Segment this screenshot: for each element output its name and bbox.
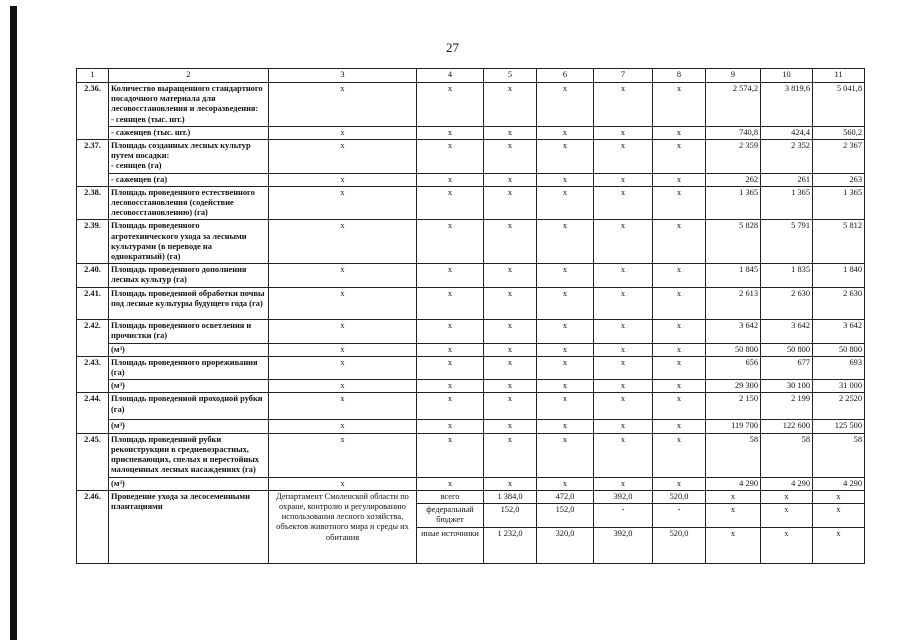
value-cell: 560,2: [813, 126, 865, 139]
value-cell: x: [537, 140, 594, 174]
table-subrow: [77, 173, 865, 186]
value-cell: x: [653, 433, 706, 477]
value-cell: 424,4: [761, 126, 813, 139]
value-cell: 2 359: [706, 140, 761, 174]
value-cell: x: [417, 173, 484, 186]
table-row: [77, 220, 865, 264]
value-cell: 4 290: [706, 477, 761, 490]
value-cell: 262: [706, 173, 761, 186]
table-row: [77, 140, 865, 174]
value-cell: x: [417, 380, 484, 393]
value-cell: 119 700: [706, 420, 761, 433]
row-description: Площадь созданных лесных культур путем посадки: - сеянцев (га): [109, 140, 269, 174]
value-cell: x: [537, 393, 594, 420]
program-table: [76, 68, 865, 564]
value-cell: 2 367: [813, 140, 865, 174]
value-cell: x: [594, 380, 653, 393]
value-cell: x: [417, 433, 484, 477]
value-cell: x: [484, 343, 537, 356]
value-cell: x: [537, 420, 594, 433]
value-cell: x: [653, 343, 706, 356]
header-cell: 3: [269, 69, 417, 83]
value-cell: -: [653, 504, 706, 528]
value-cell: 656: [706, 356, 761, 379]
value-cell: 2 630: [813, 287, 865, 319]
value-cell: x: [269, 393, 417, 420]
value-cell: x: [537, 126, 594, 139]
value-cell: x: [269, 83, 417, 127]
value-cell: 1 232,0: [484, 528, 537, 564]
value-cell: x: [594, 343, 653, 356]
table-row: [77, 433, 865, 477]
value-cell: x: [269, 477, 417, 490]
table-subrow: [77, 420, 865, 433]
value-cell: 3 642: [813, 319, 865, 343]
value-cell: x: [537, 220, 594, 264]
value-cell: 2 352: [761, 140, 813, 174]
table-subrow: [77, 126, 865, 139]
value-cell: x: [537, 433, 594, 477]
value-cell: x: [484, 186, 537, 220]
value-cell: x: [594, 220, 653, 264]
funding-source-label: всего: [417, 490, 484, 503]
value-cell: x: [594, 356, 653, 379]
value-cell: 1 365: [761, 186, 813, 220]
row-number: 2.38.: [77, 186, 109, 220]
row-number: 2.43.: [77, 356, 109, 393]
table-row: [77, 186, 865, 220]
value-cell: 30 100: [761, 380, 813, 393]
value-cell: x: [537, 343, 594, 356]
value-cell: 1 840: [813, 264, 865, 287]
value-cell: x: [706, 504, 761, 528]
value-cell: x: [484, 126, 537, 139]
value-cell: 263: [813, 173, 865, 186]
value-cell: x: [269, 140, 417, 174]
value-cell: x: [417, 393, 484, 420]
value-cell: x: [706, 490, 761, 503]
value-cell: 4 290: [761, 477, 813, 490]
value-cell: x: [269, 287, 417, 319]
value-cell: x: [594, 433, 653, 477]
value-cell: 58: [813, 433, 865, 477]
value-cell: x: [813, 528, 865, 564]
row-number: 2.46.: [77, 490, 109, 563]
value-cell: x: [484, 420, 537, 433]
row-description: Площадь проведенного прореживания (га): [109, 356, 269, 379]
value-cell: x: [594, 140, 653, 174]
value-cell: 261: [761, 173, 813, 186]
table-body: [77, 69, 865, 564]
value-cell: 50 800: [761, 343, 813, 356]
value-cell: x: [484, 319, 537, 343]
value-cell: x: [653, 319, 706, 343]
table-subrow: [77, 343, 865, 356]
header-cell: 11: [813, 69, 865, 83]
value-cell: x: [417, 126, 484, 139]
table-row: [77, 83, 865, 127]
value-cell: x: [594, 477, 653, 490]
value-cell: x: [484, 140, 537, 174]
value-cell: 58: [761, 433, 813, 477]
value-cell: 29 300: [706, 380, 761, 393]
value-cell: x: [653, 126, 706, 139]
value-cell: 472,0: [537, 490, 594, 503]
value-cell: x: [417, 319, 484, 343]
value-cell: 677: [761, 356, 813, 379]
row-number: 2.36.: [77, 83, 109, 140]
row-description: Количество выращенного стандартного посадочного материала для лесовосстановления и лесоразведения: - сеянцев (тыс. шт.): [109, 83, 269, 127]
header-row: [77, 69, 865, 83]
row-number: 2.40.: [77, 264, 109, 287]
value-cell: x: [484, 83, 537, 127]
value-cell: x: [417, 220, 484, 264]
header-cell: 10: [761, 69, 813, 83]
value-cell: 1 845: [706, 264, 761, 287]
value-cell: x: [537, 356, 594, 379]
value-cell: 2 199: [761, 393, 813, 420]
value-cell: x: [537, 186, 594, 220]
value-cell: x: [417, 343, 484, 356]
row-description: Площадь проведенной обработки почвы под лесные культуры будущего года (га): [109, 287, 269, 319]
row-description: Площадь проведенной проходной рубки (га): [109, 393, 269, 420]
value-cell: x: [269, 186, 417, 220]
value-cell: 740,8: [706, 126, 761, 139]
value-cell: 152,0: [537, 504, 594, 528]
row-description: - саженцев (тыс. шт.): [109, 126, 269, 139]
value-cell: 3 642: [761, 319, 813, 343]
row-description: (м³): [109, 343, 269, 356]
row-number: 2.44.: [77, 393, 109, 433]
header-cell: 7: [594, 69, 653, 83]
value-cell: x: [269, 126, 417, 139]
value-cell: x: [653, 420, 706, 433]
value-cell: 2 150: [706, 393, 761, 420]
executor-cell: Департамент Смоленской области по охране, контролю и регулированию использования лесного хозяйства, объектов животного мира и среды их обитания: [269, 490, 417, 563]
value-cell: x: [484, 356, 537, 379]
value-cell: 31 000: [813, 380, 865, 393]
value-cell: 152,0: [484, 504, 537, 528]
value-cell: 2 574,2: [706, 83, 761, 127]
value-cell: 1 835: [761, 264, 813, 287]
header-cell: 8: [653, 69, 706, 83]
value-cell: 50 800: [813, 343, 865, 356]
value-cell: x: [484, 220, 537, 264]
scan-edge-bar: [10, 6, 17, 640]
row-number: 2.37.: [77, 140, 109, 187]
value-cell: x: [594, 264, 653, 287]
value-cell: x: [706, 528, 761, 564]
value-cell: 2 630: [761, 287, 813, 319]
value-cell: x: [813, 504, 865, 528]
value-cell: 392,0: [594, 490, 653, 503]
row-description: (м³): [109, 380, 269, 393]
header-cell: 1: [77, 69, 109, 83]
value-cell: 1 365: [813, 186, 865, 220]
value-cell: 1 365: [706, 186, 761, 220]
value-cell: x: [594, 393, 653, 420]
value-cell: x: [417, 140, 484, 174]
value-cell: x: [594, 83, 653, 127]
value-cell: 5 812: [813, 220, 865, 264]
funding-source-label: иные источники: [417, 528, 484, 564]
value-cell: 320,0: [537, 528, 594, 564]
value-cell: x: [653, 477, 706, 490]
row-description: Площадь проведенного дополнения лесных культур (га): [109, 264, 269, 287]
value-cell: 58: [706, 433, 761, 477]
value-cell: x: [653, 83, 706, 127]
header-cell: 2: [109, 69, 269, 83]
value-cell: x: [417, 287, 484, 319]
value-cell: x: [269, 343, 417, 356]
value-cell: x: [269, 220, 417, 264]
value-cell: x: [269, 433, 417, 477]
value-cell: x: [484, 433, 537, 477]
value-cell: x: [537, 477, 594, 490]
value-cell: 3 642: [706, 319, 761, 343]
row-number: 2.41.: [77, 287, 109, 319]
value-cell: x: [537, 173, 594, 186]
value-cell: x: [537, 319, 594, 343]
value-cell: x: [269, 380, 417, 393]
row-description: Проведение ухода за лесосеменными плантациями: [109, 490, 269, 563]
value-cell: 5 828: [706, 220, 761, 264]
value-cell: x: [417, 264, 484, 287]
value-cell: x: [269, 356, 417, 379]
row-description: Площадь проведенной рубки реконструкции в средневозрастных, приспевающих, спелых и перестойных малоценных лесных насаждениях (га): [109, 433, 269, 477]
value-cell: 3 819,6: [761, 83, 813, 127]
value-cell: 122 600: [761, 420, 813, 433]
value-cell: x: [653, 140, 706, 174]
table-row: [77, 264, 865, 287]
row-number: 2.39.: [77, 220, 109, 264]
value-cell: 693: [813, 356, 865, 379]
value-cell: x: [653, 220, 706, 264]
header-cell: 6: [537, 69, 594, 83]
page-number: 27: [446, 40, 459, 55]
value-cell: x: [594, 186, 653, 220]
value-cell: x: [594, 126, 653, 139]
table-row: [77, 393, 865, 420]
value-cell: 50 800: [706, 343, 761, 356]
value-cell: x: [269, 420, 417, 433]
value-cell: x: [537, 380, 594, 393]
value-cell: 125 500: [813, 420, 865, 433]
value-cell: 520,0: [653, 490, 706, 503]
value-cell: x: [594, 287, 653, 319]
value-cell: x: [594, 420, 653, 433]
row-description: - саженцев (га): [109, 173, 269, 186]
value-cell: x: [761, 504, 813, 528]
row-description: Площадь проведенного естественного лесовосстановления (содействие лесовосстановлению) (га): [109, 186, 269, 220]
row-number: 2.45.: [77, 433, 109, 490]
header-cell: 5: [484, 69, 537, 83]
value-cell: 5 041,8: [813, 83, 865, 127]
value-cell: x: [653, 356, 706, 379]
value-cell: x: [484, 173, 537, 186]
value-cell: x: [537, 264, 594, 287]
value-cell: x: [269, 264, 417, 287]
header-cell: 9: [706, 69, 761, 83]
value-cell: x: [653, 186, 706, 220]
value-cell: x: [653, 264, 706, 287]
value-cell: x: [653, 393, 706, 420]
table-row: [77, 287, 865, 319]
value-cell: 2 613: [706, 287, 761, 319]
value-cell: 1 384,0: [484, 490, 537, 503]
table-row: [77, 319, 865, 343]
value-cell: x: [653, 380, 706, 393]
row-description: Площадь проведенного агротехнического ухода за лесными культурами (в переводе на однократный) (га): [109, 220, 269, 264]
value-cell: x: [653, 287, 706, 319]
table-subrow: [77, 380, 865, 393]
value-cell: x: [417, 420, 484, 433]
value-cell: x: [417, 83, 484, 127]
value-cell: x: [417, 186, 484, 220]
row-number: 2.42.: [77, 319, 109, 356]
value-cell: x: [761, 490, 813, 503]
value-cell: 5 791: [761, 220, 813, 264]
header-cell: 4: [417, 69, 484, 83]
value-cell: x: [537, 287, 594, 319]
value-cell: -: [594, 504, 653, 528]
table-row: [77, 356, 865, 379]
value-cell: x: [484, 393, 537, 420]
value-cell: x: [484, 477, 537, 490]
value-cell: x: [269, 319, 417, 343]
value-cell: x: [813, 490, 865, 503]
value-cell: x: [537, 83, 594, 127]
value-cell: x: [761, 528, 813, 564]
funding-row: [77, 490, 865, 503]
value-cell: 2 2520: [813, 393, 865, 420]
value-cell: x: [417, 356, 484, 379]
funding-source-label: федеральный бюджет: [417, 504, 484, 528]
value-cell: x: [484, 264, 537, 287]
value-cell: x: [417, 477, 484, 490]
row-description: (м³): [109, 477, 269, 490]
value-cell: x: [484, 380, 537, 393]
value-cell: 392,0: [594, 528, 653, 564]
value-cell: 4 290: [813, 477, 865, 490]
value-cell: 520,0: [653, 528, 706, 564]
table-subrow: [77, 477, 865, 490]
value-cell: x: [269, 173, 417, 186]
value-cell: x: [594, 319, 653, 343]
value-cell: x: [484, 287, 537, 319]
row-description: (м³): [109, 420, 269, 433]
value-cell: x: [653, 173, 706, 186]
value-cell: x: [594, 173, 653, 186]
row-description: Площадь проведенного осветления и прочистки (га): [109, 319, 269, 343]
